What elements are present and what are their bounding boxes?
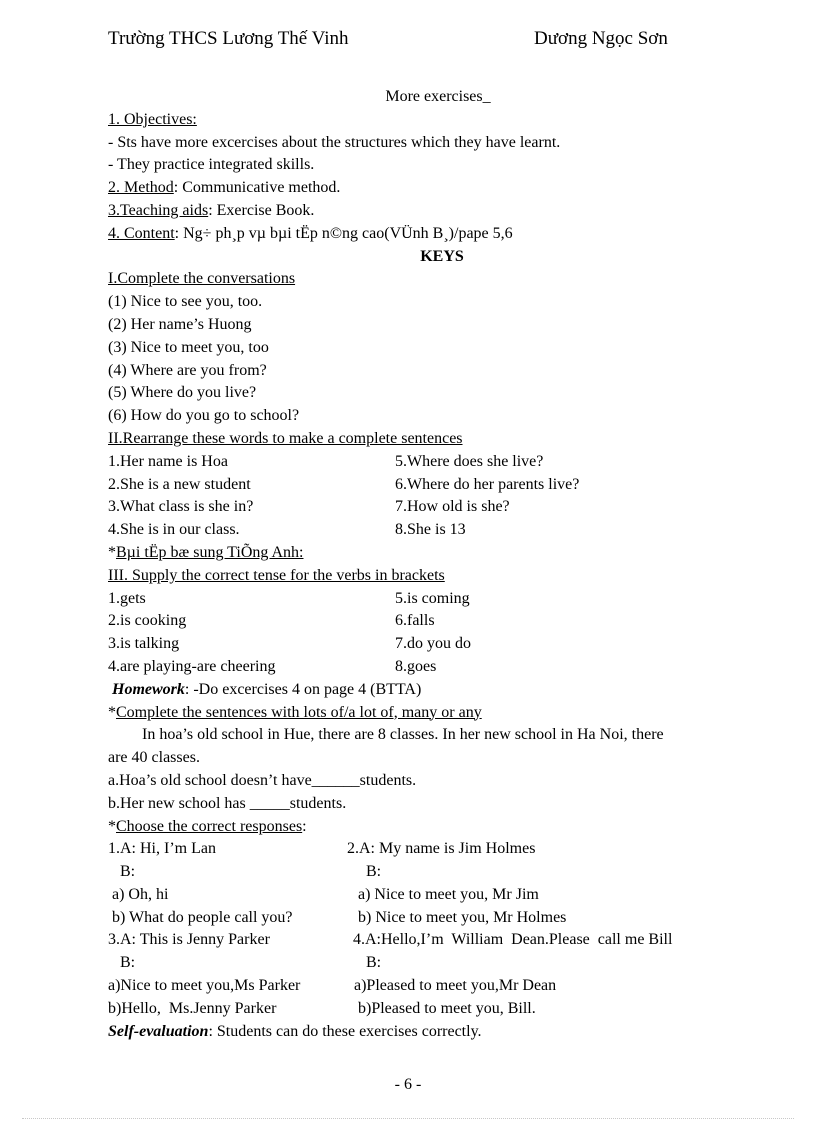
response-row: [108, 998, 768, 1021]
list-item: (4) Where are you from?: [108, 361, 267, 379]
method-text: : Communicative method.: [173, 179, 341, 197]
answer-right: 7.do you do: [395, 635, 471, 653]
response-right: 4.A:Hello,I’m William Dean.Please call me Bill: [353, 931, 673, 949]
answer-left: 2.is cooking: [108, 612, 187, 630]
method-label: 2. Method: [108, 179, 174, 197]
answer-left: 4.are playing-are cheering: [108, 657, 276, 675]
response-row: [108, 907, 768, 930]
response-left: 3.A: This is Jenny Parker: [108, 931, 270, 949]
list-item: (1) Nice to see you, too.: [108, 293, 263, 311]
response-left: a) Oh, hi: [108, 885, 169, 903]
answer-left: 3.What class is she in?: [108, 498, 254, 516]
aids-line: [108, 200, 768, 223]
page-bottom-divider: [22, 1118, 794, 1119]
objective-item: - They practice integrated skills.: [108, 156, 315, 174]
content-label: 4. Content: [108, 224, 175, 242]
response-right: a) Nice to meet you, Mr Jim: [354, 885, 539, 903]
two-col-row: [108, 451, 768, 474]
paragraph-line: are 40 classes.: [108, 749, 200, 767]
supplement-prefix: *: [108, 543, 116, 561]
exercise-item: b.Her new school has _____students.: [108, 794, 347, 812]
answer-left: 1.Her name is Hoa: [108, 452, 228, 470]
self-eval-text: : Students can do these exercises correctly.: [208, 1022, 482, 1040]
objective-item: - Sts have more excercises about the structures which they have learnt.: [108, 133, 561, 151]
response-right: B:: [354, 954, 382, 972]
answer-right: 6.falls: [395, 612, 435, 630]
two-col-row: [108, 519, 768, 542]
answer-right: 6.Where do her parents live?: [395, 475, 580, 493]
response-left: b) What do people call you?: [108, 908, 293, 926]
response-row: [108, 884, 768, 907]
supplement-line: [108, 542, 768, 565]
homework-label: Homework: [112, 680, 185, 698]
lots-heading-line: [108, 702, 768, 725]
responses-prefix: *: [108, 817, 116, 835]
method-line: [108, 177, 768, 200]
content-text: : Ng÷ ph¸p vµ bµi tËp n©ng cao(VÜnh B¸)/pape 5,6: [174, 224, 513, 242]
section1-heading: I.Complete the conversations: [108, 270, 296, 288]
two-col-row: [108, 474, 768, 497]
responses-colon: :: [302, 817, 307, 835]
answer-right: 5.is coming: [395, 589, 470, 607]
list-item: (2) Her name’s Huong: [108, 315, 252, 333]
self-eval-line: [108, 1021, 768, 1044]
homework-text: : -Do excercises 4 on page 4 (BTTA): [184, 680, 422, 698]
response-left: b)Hello, Ms.Jenny Parker: [108, 999, 277, 1017]
response-left: a)Nice to meet you,Ms Parker: [108, 977, 301, 995]
response-row: [108, 861, 768, 884]
answer-right: 7.How old is she?: [395, 498, 510, 516]
response-right: a)Pleased to meet you,Mr Dean: [354, 977, 557, 995]
section2-heading: II.Rearrange these words to make a complete sentences: [108, 429, 463, 447]
page-title: More exercises_: [385, 88, 491, 105]
paragraph-line: In hoa’s old school in Hue, there are 8 classes. In her new school in Ha Noi, there: [142, 726, 664, 744]
list-item: (5) Where do you live?: [108, 384, 257, 402]
responses-heading: Choose the correct responses: [116, 817, 303, 835]
aids-label: 3.Teaching aids: [108, 201, 209, 219]
answer-right: 8.She is 13: [395, 521, 466, 539]
lots-heading: Complete the sentences with lots of/a lot of, many or any: [116, 703, 482, 721]
supplement-text: Bµi tËp bæ sung TiÕng Anh:: [116, 543, 304, 561]
document-body: [108, 86, 768, 1043]
content-line: [108, 223, 768, 246]
response-row: [108, 952, 768, 975]
response-right: b) Nice to meet you, Mr Holmes: [354, 908, 567, 926]
header-school: Trường THCS Lương Thế Vinh: [108, 28, 349, 49]
keys-heading: KEYS: [420, 247, 464, 265]
response-right: B:: [354, 863, 382, 881]
answer-right: 5.Where does she live?: [395, 452, 544, 470]
answer-left: 4.She is in our class.: [108, 521, 240, 539]
header-author: Dương Ngọc Sơn: [534, 28, 668, 49]
response-row: [108, 975, 768, 998]
aids-text: : Exercise Book.: [208, 201, 315, 219]
answer-left: 2.She is a new student: [108, 475, 251, 493]
response-right: 2.A: My name is Jim Holmes: [347, 840, 536, 858]
answer-left: 3.is talking: [108, 635, 180, 653]
answer-right: 8.goes: [395, 657, 437, 675]
list-item: (6) How do you go to school?: [108, 407, 300, 425]
list-item: (3) Nice to meet you, too: [108, 338, 269, 356]
response-right: b)Pleased to meet you, Bill.: [354, 999, 536, 1017]
lots-prefix: *: [108, 703, 116, 721]
response-row: [108, 838, 768, 861]
responses-heading-line: [108, 816, 768, 839]
exercise-item: a.Hoa’s old school doesn’t have______students.: [108, 771, 417, 789]
response-left: B:: [108, 954, 136, 972]
answer-left: 1.gets: [108, 589, 146, 607]
response-row: [108, 929, 768, 952]
two-col-row: [108, 633, 768, 656]
section3-heading: III. Supply the correct tense for the verbs in brackets: [108, 566, 445, 584]
homework-line: [108, 679, 768, 702]
self-eval-label: Self-evaluation: [108, 1022, 209, 1040]
response-left: B:: [108, 863, 136, 881]
response-left: 1.A: Hi, I’m Lan: [108, 840, 216, 858]
two-col-row: [108, 610, 768, 633]
two-col-row: [108, 588, 768, 611]
objectives-heading: 1. Objectives:: [108, 110, 197, 128]
two-col-row: [108, 496, 768, 519]
two-col-row: [108, 656, 768, 679]
page-number: - 6 -: [394, 1076, 422, 1093]
